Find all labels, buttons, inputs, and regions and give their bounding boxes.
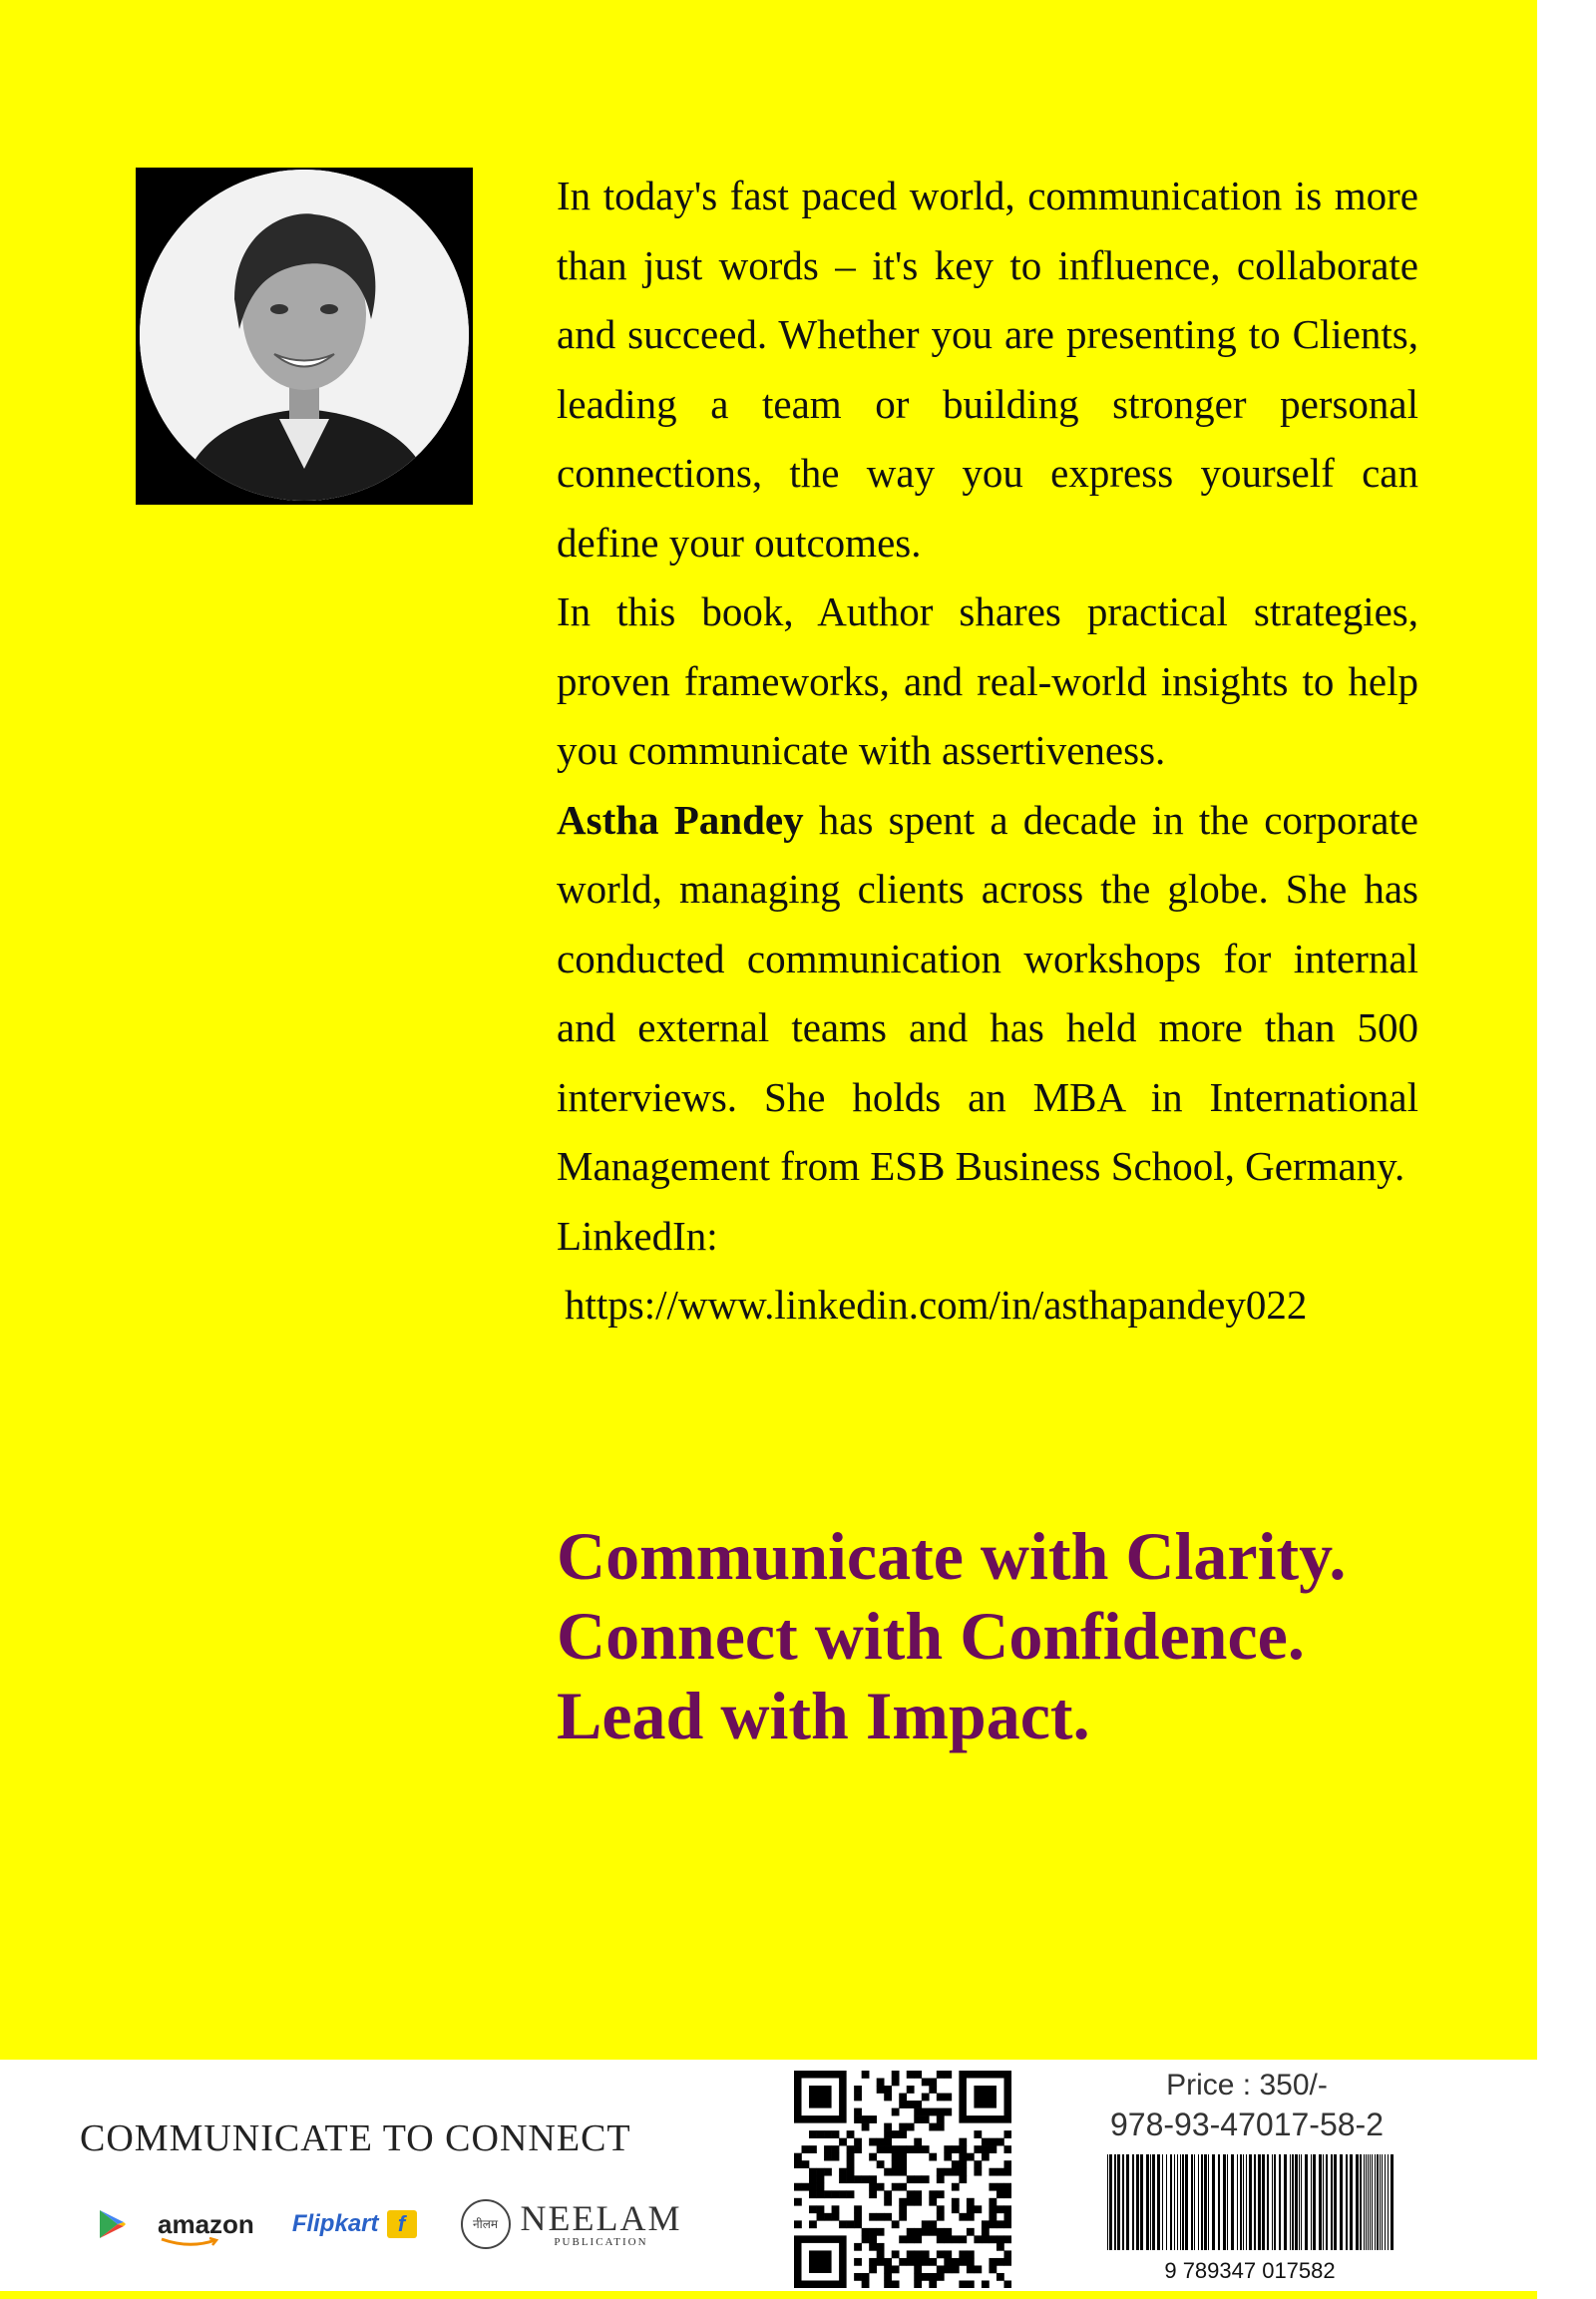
blurb-paragraph-author <box>557 786 1418 1202</box>
retailer-logos <box>98 2199 681 2249</box>
google-play-icon <box>98 2208 128 2240</box>
publisher-subtitle: PUBLICATION <box>554 2236 648 2248</box>
price-label: Price : 350/- <box>1166 2069 1328 2102</box>
page-margin-right <box>1537 0 1596 2299</box>
cover-bottom-edge <box>0 2291 1537 2299</box>
publisher-name: NEELAM <box>520 2198 682 2238</box>
tagline-line-1: Communicate with Clarity. <box>557 1518 1347 1594</box>
tagline <box>557 1516 1454 1755</box>
back-cover-blurb <box>557 162 1418 1341</box>
qr-code[interactable] <box>794 2071 1011 2288</box>
linkedin-url[interactable]: https://www.linkedin.com/in/asthapandey022 <box>565 1282 1308 1328</box>
flipkart-wordmark: Flipkart <box>291 2210 379 2237</box>
barcode <box>1093 2152 1406 2282</box>
tagline-line-2: Connect with Confidence. <box>557 1598 1305 1674</box>
flipkart-logo <box>292 2210 417 2238</box>
author-name: Astha Pandey <box>557 796 804 843</box>
series-title: COMMUNICATE TO CONNECT <box>80 2117 631 2159</box>
author-portrait-icon <box>140 170 469 501</box>
blurb-paragraph-book: In this book, Author shares practical strategies, proven frameworks, and real-world insights to help you communicate with assertiveness. <box>557 588 1418 773</box>
linkedin-label: LinkedIn: <box>557 1212 718 1259</box>
author-bio: has spent a decade in the corporate world, managing clients across the globe. She has conducted communication workshops for internal and external teams and has held more than 500 interviews. She holds an MBA in International Management from ESB Business School, Germany. <box>557 796 1418 1189</box>
tagline-line-3: Lead with Impact. <box>557 1678 1090 1753</box>
amazon-smile-icon <box>160 2237 219 2247</box>
blurb-paragraph-intro: In today's fast paced world, communication is more than just words – it's key to influence, collaborate and succeed. Whether you are presenting to Clients, leading a team or building stronger personal connections, the way you express yourself can define your outcomes. <box>557 173 1418 566</box>
amazon-wordmark: amazon <box>158 2208 254 2239</box>
flipkart-bag-icon: f <box>387 2210 417 2238</box>
author-photo <box>136 168 473 505</box>
publisher-seal-icon: नीलम <box>461 2199 511 2249</box>
publisher-logo <box>461 2199 682 2249</box>
isbn-number: 978-93-47017-58-2 <box>1110 2107 1384 2142</box>
amazon-logo <box>158 2209 254 2240</box>
barcode-digits: 9 789347 017582 <box>1164 2258 1336 2282</box>
author-photo-circle <box>140 170 469 501</box>
